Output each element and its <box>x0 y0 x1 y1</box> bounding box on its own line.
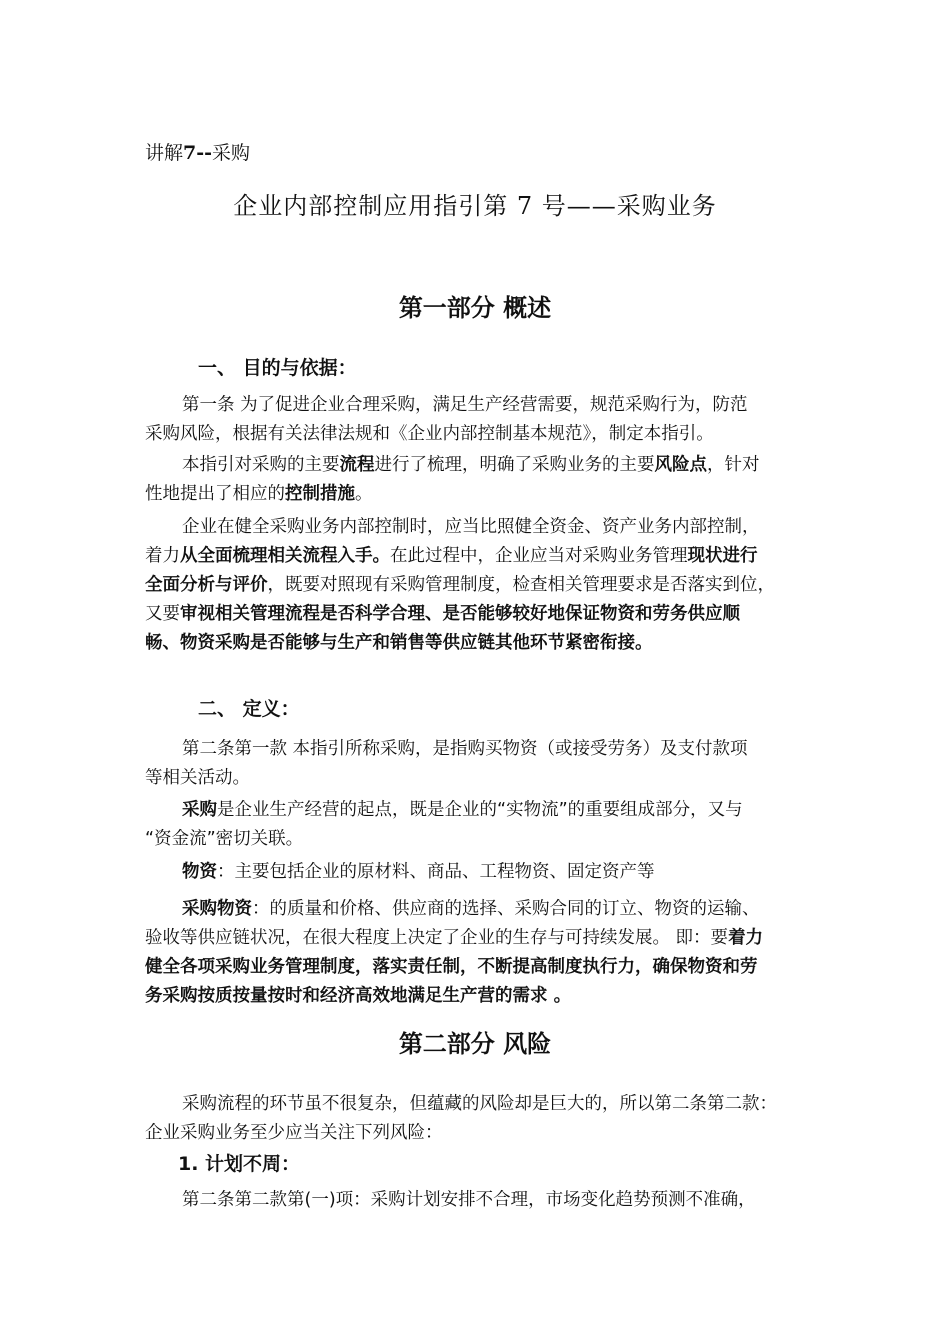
procured-line1 <box>145 895 810 924</box>
term-label: 采购物资 <box>182 899 252 919</box>
header-suffix: 采购 <box>212 142 251 164</box>
header-number: 7-- <box>183 142 213 164</box>
text-span: ：的质量和价格、供应商的选择、采购合同的订立、物资的运输、 <box>252 899 760 919</box>
risk-item1-title: 1. 计划不周： <box>178 1153 301 1175</box>
text-span: 第二条第二款： <box>654 1094 777 1114</box>
risk-intro-line2: 企业采购业务至少应当关注下列风险： <box>145 1123 443 1143</box>
definition-procurement-line2: “资金流”密切关联。 <box>145 829 304 849</box>
internal-control-paragraph <box>145 513 810 658</box>
text-span: 采购计划安排不合理，市场变化趋势预测不准确， <box>370 1190 756 1210</box>
definition-materials <box>145 858 810 887</box>
header-prefix: 讲解 <box>145 142 184 164</box>
part2-title: 第二部分 风险 <box>398 1030 552 1058</box>
article1-line1: 第一条 为了促进企业合理采购，满足生产经营需要，规范采购行为，防范 <box>182 395 748 415</box>
text-span: 又要 <box>145 604 180 624</box>
text-span: 本指引对采购的主要 <box>182 455 340 475</box>
control-line2 <box>145 542 810 571</box>
text-span: 。 <box>355 484 373 504</box>
article2-line2: 等相关活动。 <box>145 768 250 788</box>
bold-span: 控制措施 <box>285 484 355 504</box>
guideline-paragraph <box>145 451 810 509</box>
bold-span: 流程 <box>339 455 375 475</box>
section1-title: 一、 目的与依据： <box>198 357 357 379</box>
control-line5: 畅、物资采购是否能够与生产和销售等供应链其他环节紧密衔接。 <box>145 633 653 653</box>
procured-line3: 健全各项采购业务管理制度，落实责任制，不断提高制度执行力，确保物资和劳 <box>145 957 758 977</box>
definition-materials-line1 <box>145 858 810 887</box>
definition-procurement-line1 <box>145 796 810 825</box>
text-span: ，针对 <box>707 455 760 475</box>
article1-paragraph <box>145 391 810 449</box>
text-span: 进行了梳理，明确了采购业务的主要 <box>374 455 655 475</box>
risk-intro-line1 <box>145 1089 810 1119</box>
control-line4 <box>145 600 810 629</box>
text-span: 是企业生产经营的起点，既是企业的“实物流”的重要组成部分，又与 <box>217 800 743 820</box>
document-header <box>145 138 250 165</box>
text-span: 在此过程中，企业应当对采购业务管理 <box>390 546 688 566</box>
text-span: 性地提出了相应的 <box>145 484 285 504</box>
term-label: 采购 <box>182 800 217 820</box>
risk-intro-paragraph <box>145 1089 810 1148</box>
bold-span: 现状进行 <box>687 546 758 566</box>
bold-span: 审视相关管理流程是否科学合理、是否能够较好地保证物资和劳务供应顺 <box>180 604 740 624</box>
control-line1: 企业在健全采购业务内部控制时，应当比照健全资金、资产业务内部控制， <box>182 517 760 537</box>
text-span: 第二条第二款第(一)项： <box>182 1190 371 1210</box>
bold-span: 全面分析与评价 <box>145 575 268 595</box>
document-title: 企业内部控制应用指引第 7 号——采购业务 <box>233 192 717 220</box>
term-label: 物资 <box>182 862 217 882</box>
text-span: 着力 <box>145 546 180 566</box>
risk-item1-paragraph <box>145 1185 810 1215</box>
definition-procurement <box>145 796 810 854</box>
text-span: 验收等供应链状况，在很大程度上决定了企业的生存与可持续发展。 即：要 <box>145 928 729 948</box>
guideline-line1 <box>145 451 810 480</box>
part1-title: 第一部分 概述 <box>398 294 552 322</box>
risk-item1-line1 <box>145 1185 810 1215</box>
guideline-line2 <box>145 480 810 509</box>
procured-line2 <box>145 924 810 953</box>
bold-span: 从全面梳理相关流程入手。 <box>180 546 390 566</box>
section2-title: 二、 定义： <box>198 698 300 720</box>
control-line3 <box>145 571 810 600</box>
bold-span: 着力 <box>728 928 764 948</box>
text-span: ：主要包括企业的原材料、商品、工程物资、固定资产等 <box>217 862 655 882</box>
article2-paragraph <box>145 735 810 793</box>
text-span: 采购流程的环节虽不很复杂，但蕴藏的风险却是巨大的，所以 <box>182 1094 655 1114</box>
article2-line1: 第二条第一款 本指引所称采购，是指购买物资（或接受劳务）及支付款项 <box>182 739 748 759</box>
procured-line4: 务采购按质按量按时和经济高效地满足生产营的需求 。 <box>145 986 572 1006</box>
definition-procured-materials <box>145 895 810 1011</box>
bold-span: 风险点 <box>654 455 707 475</box>
article1-line2: 采购风险，根据有关法律法规和《企业内部控制基本规范》，制定本指引。 <box>145 424 714 444</box>
text-span: ，既要对照现有采购管理制度，检查相关管理要求是否落实到位， <box>267 575 775 595</box>
